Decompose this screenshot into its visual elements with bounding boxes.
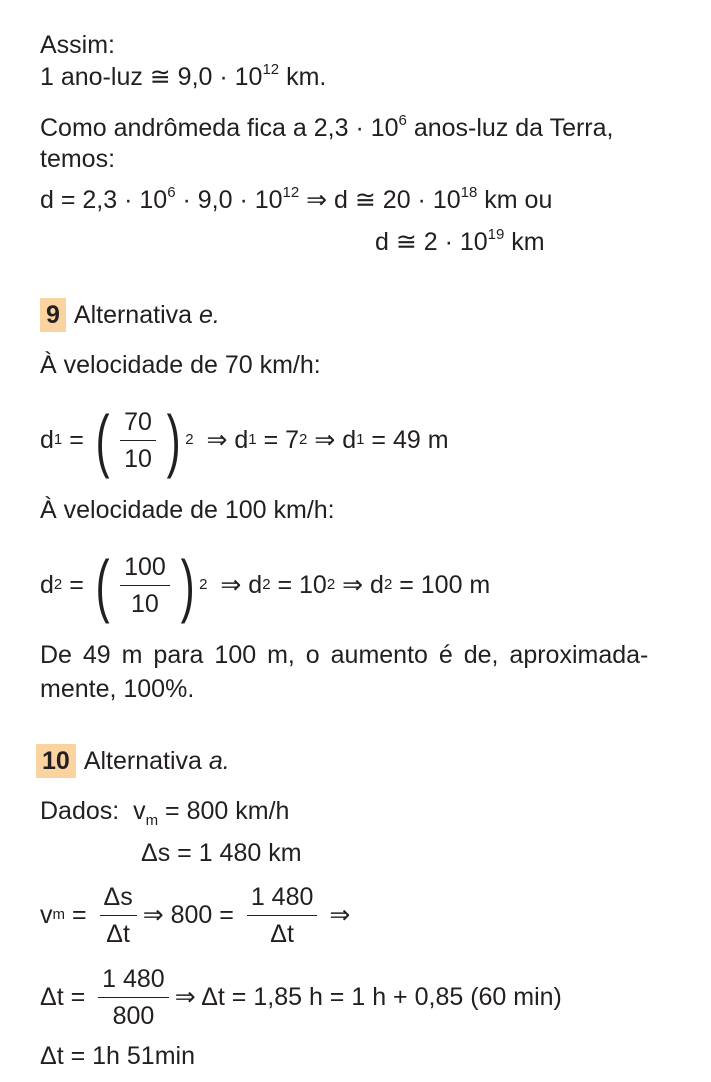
equation: v m = $\frac{\Delta s}{\Delta t}$ ⇒ 800 = $\frac{1 480}{\Delta t}$ ⇒ — [40, 882, 351, 948]
text-line: Assim: — [40, 31, 115, 59]
text-line: Δt = 1h 51min — [40, 1042, 195, 1070]
text-line: À velocidade de 100 km/h: — [40, 496, 335, 524]
equation: d 2 = ( $\frac{100}{10}$ ) 2 ⇒ d 2 = 10 2 ⇒ d 2 = 100 m — [40, 546, 491, 624]
question-10-heading: 10 Alternativa a. — [36, 744, 230, 778]
question-9-heading: 9 Alternativa e. — [40, 298, 220, 332]
question-badge: 10 — [36, 744, 76, 778]
text-line: mente, 100%. — [40, 675, 195, 703]
text-line: Como andrômeda fica a $2,3 \cdot 10^6$ anos-luz da Terra, — [40, 112, 614, 142]
text-line: Dados: $v_m = 800$ km/h — [40, 797, 290, 829]
equation: $d = 2,3 \cdot 10^6 \cdot 9,0 \cdot 10^{12}$ ⇒ d ≅ $20 \cdot 10^{18}$ km ou — [40, 184, 553, 214]
question-badge: 9 — [40, 298, 66, 332]
equation: Δt = $\frac{1 480}{800}$ ⇒ Δt = 1,85 h = 1 h + 0,85 (60 min) — [40, 964, 562, 1030]
text-line: 1 ano-luz ≅ $9,0 \cdot 10^{12}$ km. — [40, 61, 327, 91]
equation: d ≅ $2 \cdot 10^{19}$ km — [375, 226, 545, 256]
text-line: temos: — [40, 145, 116, 173]
equation: d 1 = ( $\frac{70}{10}$ ) 2 ⇒ d 1 = 7 2 ⇒ d 1 = 49 m — [40, 401, 449, 479]
text-line: À velocidade de 70 km/h: — [40, 351, 321, 379]
text-line: De 49 m para 100 m, o aumento é de, aproximada- — [40, 641, 649, 669]
text-line: Δs = 1 480 km — [141, 839, 302, 867]
